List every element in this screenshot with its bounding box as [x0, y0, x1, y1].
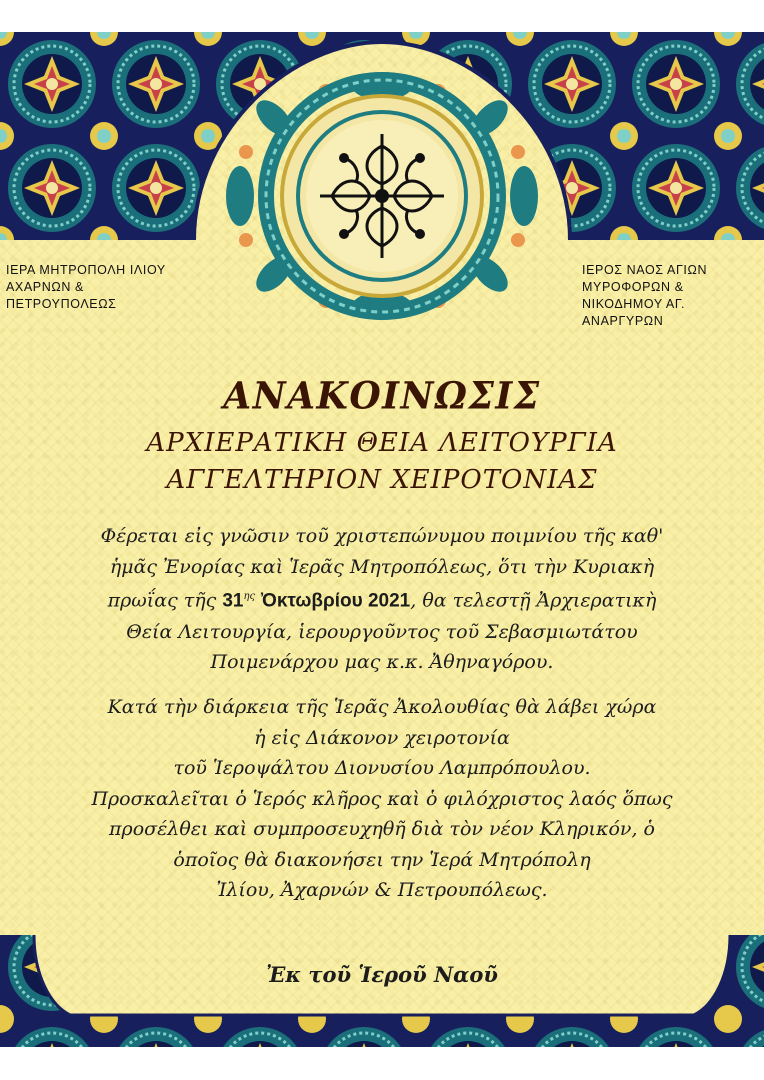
paragraph-line: Κατά τὴν διάρκεια τῆς Ἱερᾶς Ἀκολουθίας θὰ λάβει χώρα: [107, 696, 657, 718]
announcement-title: ΑΝΑΚΟΙΝΩΣΙΣ: [223, 373, 541, 419]
paragraph-line: Ἰλίου, Ἀχαρνών & Πετρουπόλεως.: [216, 879, 548, 901]
liturgy-subtitle: ΑΡΧΙΕΡΑΤΙΚΗ ΘΕΙΑ ΛΕΙΤΟΥΡΓΙΑ: [146, 428, 618, 458]
paragraph-text: , θα τελεστῇ Ἀρχιερατικὴ: [410, 589, 657, 612]
paragraph-line: Προσκαλεῖται ὁ Ἱερός κλῆρος καὶ ὁ φιλόχριστος λαός ὅπως: [91, 787, 673, 810]
paragraph-line: ἡ εἰς Διάκονον χειροτονία: [254, 726, 510, 749]
date-day: 31: [222, 590, 244, 612]
paragraph-line: Θεία Λειτουργία, ἱερουργοῦντος τοῦ Σεβασμιωτάτου: [126, 620, 638, 643]
church-name: ΙΕΡΟΣ ΝΑΟΣ ΑΓΙΩΝ ΜΥΡΟΦΟΡΩΝ & ΝΙΚΟΔΗΜΟΥ ΑΓ. ΑΝΑΡΓΥΡΩΝ: [582, 263, 708, 328]
floral-medallion: [222, 66, 542, 326]
metropolis-name: ΙΕΡΑ ΜΗΤΡΟΠΟΛΗ ΙΛΙΟΥ ΑΧΑΡΝΩΝ & ΠΕΤΡΟΥΠΟΛΕΩΣ: [6, 263, 166, 311]
paragraph-text: πρωΐας τῆς: [107, 589, 223, 612]
ordination-subtitle: ΑΓΓΕΛΤΗΡΙΟΝ ΧΕΙΡΟΤΟΝΙΑΣ: [166, 465, 598, 495]
announcement-paragraph-2: [20, 692, 744, 906]
date-suffix: ης: [243, 591, 256, 602]
paragraph-line: τοῦ Ἱεροψάλτου Διονυσίου Λαμπρόπουλου.: [173, 757, 591, 779]
paragraph-line: ὁποῖος θὰ διακονήσει την Ἱερά Μητρόπολη: [173, 848, 591, 871]
announcement-paragraph-1: [20, 521, 744, 678]
signature: Ἐκ τοῦ Ἱεροῦ Ναοῦ: [266, 962, 498, 987]
paragraph-line: προσέλθει καὶ συμπροσευχηθῆ διὰ τὸν νέον Κληρικόν, ὁ: [109, 818, 655, 840]
paragraph-line: Ποιμενάρχου μας κ.κ. Ἀθηναγόρου.: [210, 651, 554, 674]
paragraph-line: ἡμᾶς Ἐνορίας καὶ Ἱερᾶς Μητροπόλεως, ὅτι τὴν Κυριακὴ: [109, 555, 655, 578]
bottom-mosaic-border: [0, 935, 764, 1047]
paragraph-line: Φέρεται εἰς γνῶσιν τοῦ χριστεπώνυμου ποιμνίου τῆς καθ': [100, 525, 664, 547]
paragraph-line-date: [20, 582, 744, 617]
date-month-year: Ὀκτωβρίου 2021: [261, 590, 411, 612]
